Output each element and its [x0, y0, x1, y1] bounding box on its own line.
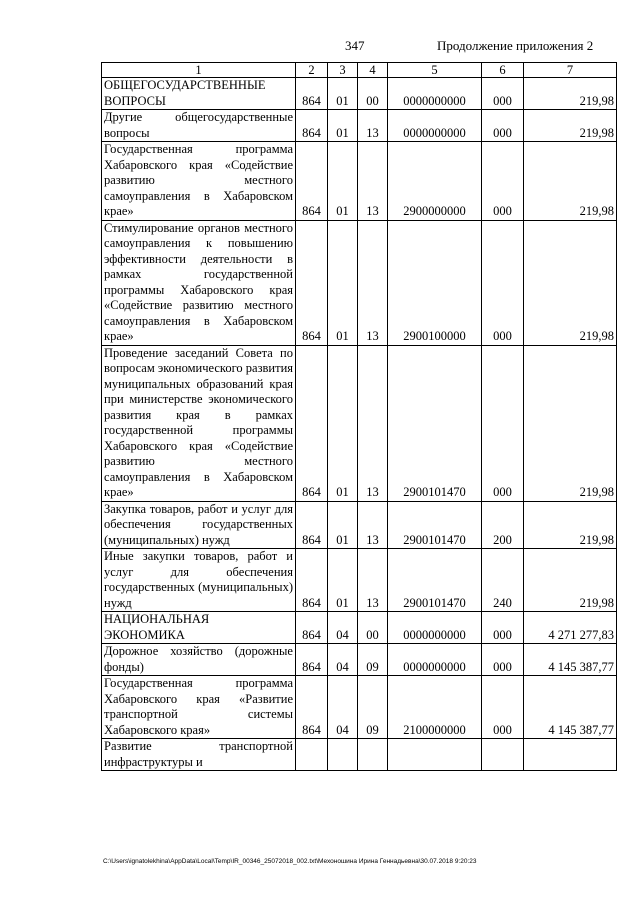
row-code-target: 2900101470	[388, 549, 482, 612]
table-header-row	[102, 63, 617, 78]
row-code-admin: 864	[296, 345, 328, 501]
row-amount: 219,98	[524, 142, 617, 221]
row-code-section: 01	[328, 345, 358, 501]
table-row	[102, 676, 617, 739]
table-row	[102, 78, 617, 110]
row-code-admin: 864	[296, 142, 328, 221]
row-amount: 219,98	[524, 78, 617, 110]
column-header: 5	[388, 63, 482, 78]
row-code-admin: 864	[296, 549, 328, 612]
table-row	[102, 142, 617, 221]
table-row	[102, 501, 617, 549]
row-code-subsection: 00	[358, 78, 388, 110]
row-code-target: 0000000000	[388, 110, 482, 142]
row-name: Дорожное хозяйство (дорожные фонды)	[102, 644, 296, 676]
row-code-subsection: 13	[358, 501, 388, 549]
table-row	[102, 110, 617, 142]
row-code-expense-type	[482, 739, 524, 771]
row-code-subsection: 13	[358, 220, 388, 345]
row-code-target: 0000000000	[388, 612, 482, 644]
row-code-subsection: 13	[358, 142, 388, 221]
row-code-target: 2100000000	[388, 676, 482, 739]
row-code-subsection: 13	[358, 110, 388, 142]
table-row	[102, 345, 617, 501]
row-code-expense-type: 240	[482, 549, 524, 612]
row-code-admin: 864	[296, 501, 328, 549]
budget-table	[101, 62, 617, 771]
row-code-subsection: 00	[358, 612, 388, 644]
row-code-target: 2900101470	[388, 345, 482, 501]
column-header: 6	[482, 63, 524, 78]
row-code-admin: 864	[296, 220, 328, 345]
row-name: НАЦИОНАЛЬНАЯ ЭКОНОМИКА	[102, 612, 296, 644]
row-name: Развитие транспортной инфраструктуры и	[102, 739, 296, 771]
row-name: Стимулирование органов местного самоуправления к повышению эффективности деятельности в рамках государственной программы Хабаровского края «Содействие развитию местного самоуправления в Хабаровском крае»	[102, 220, 296, 345]
page-number: 347	[345, 38, 365, 53]
row-code-admin: 864	[296, 676, 328, 739]
row-amount	[524, 739, 617, 771]
column-header: 3	[328, 63, 358, 78]
row-code-section: 01	[328, 549, 358, 612]
row-code-target: 2900000000	[388, 142, 482, 221]
row-code-section: 04	[328, 644, 358, 676]
row-code-section: 01	[328, 220, 358, 345]
column-header: 4	[358, 63, 388, 78]
row-code-target: 2900101470	[388, 501, 482, 549]
row-amount: 219,98	[524, 110, 617, 142]
row-code-expense-type: 000	[482, 78, 524, 110]
row-code-subsection: 13	[358, 549, 388, 612]
row-code-admin: 864	[296, 110, 328, 142]
row-amount: 219,98	[524, 220, 617, 345]
row-name: ОБЩЕГОСУДАРСТВЕННЫЕ ВОПРОСЫ	[102, 78, 296, 110]
row-code-expense-type: 000	[482, 644, 524, 676]
row-name: Проведение заседаний Совета по вопросам экономического развития муниципальных образований края при министерстве экономического развития края в рамках государственной программы Хабаровского края «Содействие развитию местного самоуправления в Хабаровском крае»	[102, 345, 296, 501]
row-code-expense-type: 000	[482, 110, 524, 142]
row-code-target: 0000000000	[388, 78, 482, 110]
row-code-section: 04	[328, 612, 358, 644]
table-row	[102, 644, 617, 676]
table-body	[102, 78, 617, 771]
row-code-admin: 864	[296, 644, 328, 676]
row-amount: 4 271 277,83	[524, 612, 617, 644]
row-name: Другие общегосударственные вопросы	[102, 110, 296, 142]
row-code-section	[328, 739, 358, 771]
row-amount: 4 145 387,77	[524, 676, 617, 739]
row-code-expense-type: 000	[482, 345, 524, 501]
table-row	[102, 549, 617, 612]
row-code-expense-type: 000	[482, 220, 524, 345]
row-code-expense-type: 200	[482, 501, 524, 549]
table-row	[102, 220, 617, 345]
column-header: 2	[296, 63, 328, 78]
row-code-section: 01	[328, 501, 358, 549]
row-code-section: 01	[328, 78, 358, 110]
row-name: Закупка товаров, работ и услуг для обеспечения государственных (муниципальных) нужд	[102, 501, 296, 549]
row-code-subsection: 09	[358, 644, 388, 676]
table-row	[102, 739, 617, 771]
row-code-target: 0000000000	[388, 644, 482, 676]
row-code-subsection: 13	[358, 345, 388, 501]
row-code-section: 04	[328, 676, 358, 739]
column-header: 1	[102, 63, 296, 78]
row-code-subsection	[358, 739, 388, 771]
row-amount: 219,98	[524, 345, 617, 501]
row-amount: 4 145 387,77	[524, 644, 617, 676]
row-code-admin	[296, 739, 328, 771]
row-code-section: 01	[328, 142, 358, 221]
column-header: 7	[524, 63, 617, 78]
row-code-target: 2900100000	[388, 220, 482, 345]
row-code-expense-type: 000	[482, 676, 524, 739]
file-path-footer: C:\Users\ignatolekhina\AppData\Local\Temp\IR_00346_25072018_002.txt\Мехоношина Ирина Геннадьевна\30.07.2018 9:20:23	[103, 858, 477, 865]
row-amount: 219,98	[524, 501, 617, 549]
row-amount: 219,98	[524, 549, 617, 612]
continuation-note: Продолжение приложения 2	[437, 38, 594, 53]
row-code-expense-type: 000	[482, 612, 524, 644]
row-name: Иные закупки товаров, работ и услуг для обеспечения государственных (муниципальных) нужд	[102, 549, 296, 612]
row-code-section: 01	[328, 110, 358, 142]
table-row	[102, 612, 617, 644]
row-code-admin: 864	[296, 612, 328, 644]
row-name: Государственная программа Хабаровского края «Содействие развитию местного самоуправления в Хабаровском крае»	[102, 142, 296, 221]
row-code-subsection: 09	[358, 676, 388, 739]
row-code-admin: 864	[296, 78, 328, 110]
row-code-target	[388, 739, 482, 771]
row-code-expense-type: 000	[482, 142, 524, 221]
row-name: Государственная программа Хабаровского края «Развитие транспортной системы Хабаровского края»	[102, 676, 296, 739]
